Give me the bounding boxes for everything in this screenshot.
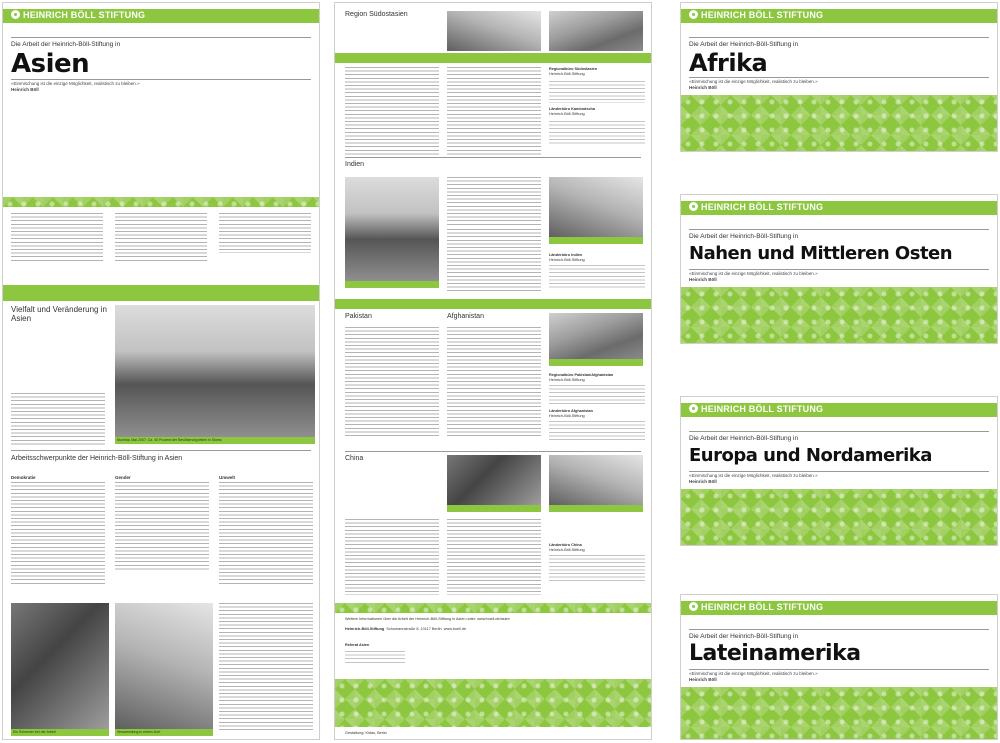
gender-text [115, 482, 209, 570]
photo-suedostasien-1 [447, 11, 541, 51]
footer-contact: Referat Asien [345, 643, 370, 647]
cover-lateinamerika: HEINRICH BÖLL STIFTUNG Die Arbeit der Heinrich-Böll-Stiftung in Lateinamerika «Einmischung ist die einzige Möglichkeit, realistisch zu bleiben.» Heinrich Böll [680, 594, 998, 740]
page-title: Asien [11, 49, 90, 79]
footer-org: Heinrich-Böll-Stiftung [345, 627, 385, 631]
cover-nahost: HEINRICH BÖLL STIFTUNG Die Arbeit der Heinrich-Böll-Stiftung in Nahen und Mittleren Osten «Einmischung ist die einzige Möglichkeit, realistisch zu bleiben.» Heinrich Böll [680, 194, 998, 344]
section-heading-vielfalt: Vielfalt und Veränderung in Asien [11, 305, 107, 323]
section-heading-suedostasien: Region Südostasien [345, 11, 408, 18]
photo-china-2 [549, 455, 643, 505]
column-heading-demokratie: Demokratie [11, 475, 36, 480]
brand-bar [3, 9, 319, 23]
office-name: Länderbüro Indien [549, 253, 583, 257]
photo-indien-2 [549, 177, 643, 237]
decorative-pattern [335, 603, 651, 613]
flower-icon [11, 10, 20, 19]
footer-street: Schumannstraße 8, 10117 Berlin [386, 627, 442, 631]
cover-title: Lateinamerika [689, 641, 861, 666]
brochure-page-asien [2, 2, 320, 740]
photo-city [115, 305, 315, 437]
flower-icon [689, 202, 698, 211]
cover-title: Europa und Nordamerika [689, 445, 932, 466]
flower-icon [689, 10, 698, 19]
motto-author: Heinrich Böll [11, 87, 39, 92]
subtitle: Die Arbeit der Heinrich-Böll-Stiftung in [11, 41, 121, 48]
photo-suedostasien-2 [549, 11, 643, 51]
photo-worker [11, 603, 109, 729]
decorative-pattern [681, 287, 997, 343]
office-name: Länderbüro Kambodscha [549, 107, 595, 111]
decorative-pattern [681, 95, 997, 151]
green-band [3, 285, 319, 301]
indien-text-1 [447, 177, 541, 227]
photo-crowd [115, 603, 213, 729]
photo-caption: Ein Schreiner bei der Arbeit [11, 729, 109, 736]
intro-text-col2 [115, 213, 207, 261]
decorative-pattern [681, 489, 997, 545]
office-name: Länderbüro Afghanistan [549, 409, 593, 413]
flower-icon [689, 404, 698, 413]
cover-title: Afrika [689, 49, 768, 77]
section-heading-afghanistan: Afghanistan [447, 313, 484, 320]
photo-indien-1 [345, 177, 439, 281]
china-text-2 [447, 519, 541, 595]
decorative-pattern [335, 679, 651, 727]
column-heading-gender: Gender [115, 475, 131, 480]
umwelt-text-cont [219, 603, 313, 731]
cover-europa: HEINRICH BÖLL STIFTUNG Die Arbeit der Heinrich-Böll-Stiftung in Europa und Nordamerika «Einmischung ist die einzige Möglichkeit, realistisch zu bleiben.» Heinrich Böll [680, 396, 998, 546]
cover-afrika: HEINRICH BÖLL STIFTUNG Die Arbeit der Heinrich-Böll-Stiftung in Afrika «Einmischung ist die einzige Möglichkeit, realistisch zu bleiben.» Heinrich Böll [680, 2, 998, 152]
photo-caption: Mumbai, Mai 2007: Ca. 40 Prozent der Bevölkerung leben in Slums [115, 437, 315, 444]
column-heading-umwelt: Umwelt [219, 475, 236, 480]
photo-caption: Versammlung in einem Dorf [115, 729, 213, 736]
footer-info: Weitere Informationen über die Arbeit der Heinrich-Böll-Stiftung in Asien unter: www.boell.de/asien [345, 617, 510, 621]
pakistan-text [345, 327, 439, 437]
suedostasien-text-2 [447, 67, 541, 155]
photo-china-1 [447, 455, 541, 505]
afghanistan-text [447, 327, 541, 437]
office-name: Länderbüro China [549, 543, 582, 547]
demokratie-text [11, 482, 105, 584]
section-heading-indien: Indien [345, 161, 365, 168]
china-text-1 [345, 519, 439, 595]
footer-web[interactable]: www.boell.de [443, 627, 467, 631]
flower-icon [689, 602, 698, 611]
credit: Gestaltung: Kidas, Berlin [345, 731, 387, 735]
section-heading-china: China [345, 455, 364, 462]
photo-afghanistan [549, 313, 643, 359]
intro-text-col1 [11, 213, 103, 261]
cover-title: Nahen und Mittleren Osten [689, 243, 953, 264]
umwelt-text [219, 482, 313, 584]
indien-text-2 [447, 229, 541, 293]
intro-text-col3 [219, 213, 311, 253]
section-heading-pakistan: Pakistan [345, 313, 372, 320]
section-heading-arbeit: Arbeitsschwerpunkte der Heinrich-Böll-Stiftung in Asien [11, 455, 183, 462]
decorative-pattern [681, 687, 997, 739]
brochure-page-regions: Region Südostasien Regionalbüro Südostasien Heinrich-Böll-Stiftung Länderbüro Kambodscha Heinrich-Böll-Stiftung Indien Länderbüro Indien Heinrich-Böll-Stiftung Pakistan Afghanistan Regionalbüro Pakistan/Afghanistan Heinrich-Böll-Stiftung Länderbüro Afghanistan Heinrich-Böll-Stiftung China Länderbüro China Heinrich-Böll-Stiftung Weitere Informationen über die Arbeit der Heinrich-Böll-Stiftung in Asien unter: www.boell.de/asien Heinrich-Böll-Stiftung Schumannstraße 8, 10117 Berlin www.boell.de Referat Asien Gestaltung: Kidas, Berlin [334, 2, 652, 740]
vielfalt-text [11, 393, 105, 445]
office-name: Regionalbüro Südostasien [549, 67, 598, 71]
motto-quote: «Einmischung ist die einzige Möglichkeit, realistisch zu bleiben.» [11, 81, 140, 86]
office-name: Regionalbüro Pakistan/Afghanistan [549, 373, 614, 377]
decorative-pattern [3, 197, 319, 207]
suedostasien-text-1 [345, 67, 439, 155]
brand-logo: HEINRICH BÖLL STIFTUNG [11, 10, 145, 20]
